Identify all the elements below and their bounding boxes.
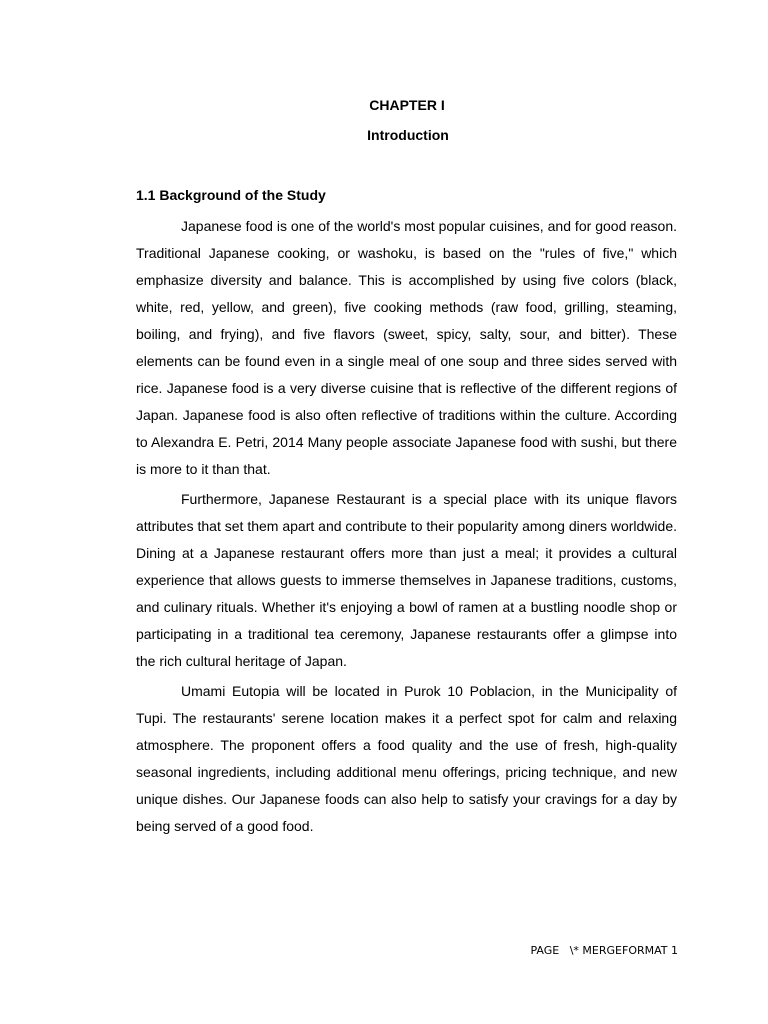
section-heading: 1.1 Background of the Study <box>136 187 326 203</box>
paragraph-3: Umami Eutopia will be located in Purok 10 Poblacion, in the Municipality of Tupi. The restaurants' serene location makes it a perfect spot for calm and relaxing atmosphere. The proponent offers a food quality and the use of fresh, high-quality seasonal ingredients, including additional menu offerings, pricing technique, and new unique dishes. Our Japanese foods can also help to satisfy your cravings for a day by being served of a good food. <box>136 683 677 834</box>
chapter-heading: CHAPTER I <box>369 97 445 113</box>
body-text <box>136 213 677 843</box>
page-number-field: PAGE \* MERGEFORMAT 1 <box>530 944 678 957</box>
paragraph-2: Furthermore, Japanese Restaurant is a special place with its unique flavors attributes that set them apart and contribute to their popularity among diners worldwide. Dining at a Japanese restaurant offers more than just a meal; it provides a cultural experience that allows guests to immerse themselves in Japanese traditions, customs, and culinary rituals. Whether it's enjoying a bowl of ramen at a bustling noodle shop or participating in a traditional tea ceremony, Japanese restaurants offer a glimpse into the rich cultural heritage of Japan. <box>136 491 677 669</box>
paragraph-1: Japanese food is one of the world's most popular cuisines, and for good reason. Traditional Japanese cooking, or washoku, is based on the "rules of five," which emphasize diversity and balance. This is accomplished by using five colors (black, white, red, yellow, and green), five cooking methods (raw food, grilling, steaming, boiling, and frying), and five flavors (sweet, spicy, salty, sour, and bitter). These elements can be found even in a single meal of one soup and three sides served with rice. Japanese food is a very diverse cuisine that is reflective of the different regions of Japan. Japanese food is also often reflective of traditions within the culture. According to Alexandra E. Petri, 2014 Many people associate Japanese food with sushi, but there is more to it than that. <box>136 218 677 477</box>
page-title: Introduction <box>367 127 449 143</box>
